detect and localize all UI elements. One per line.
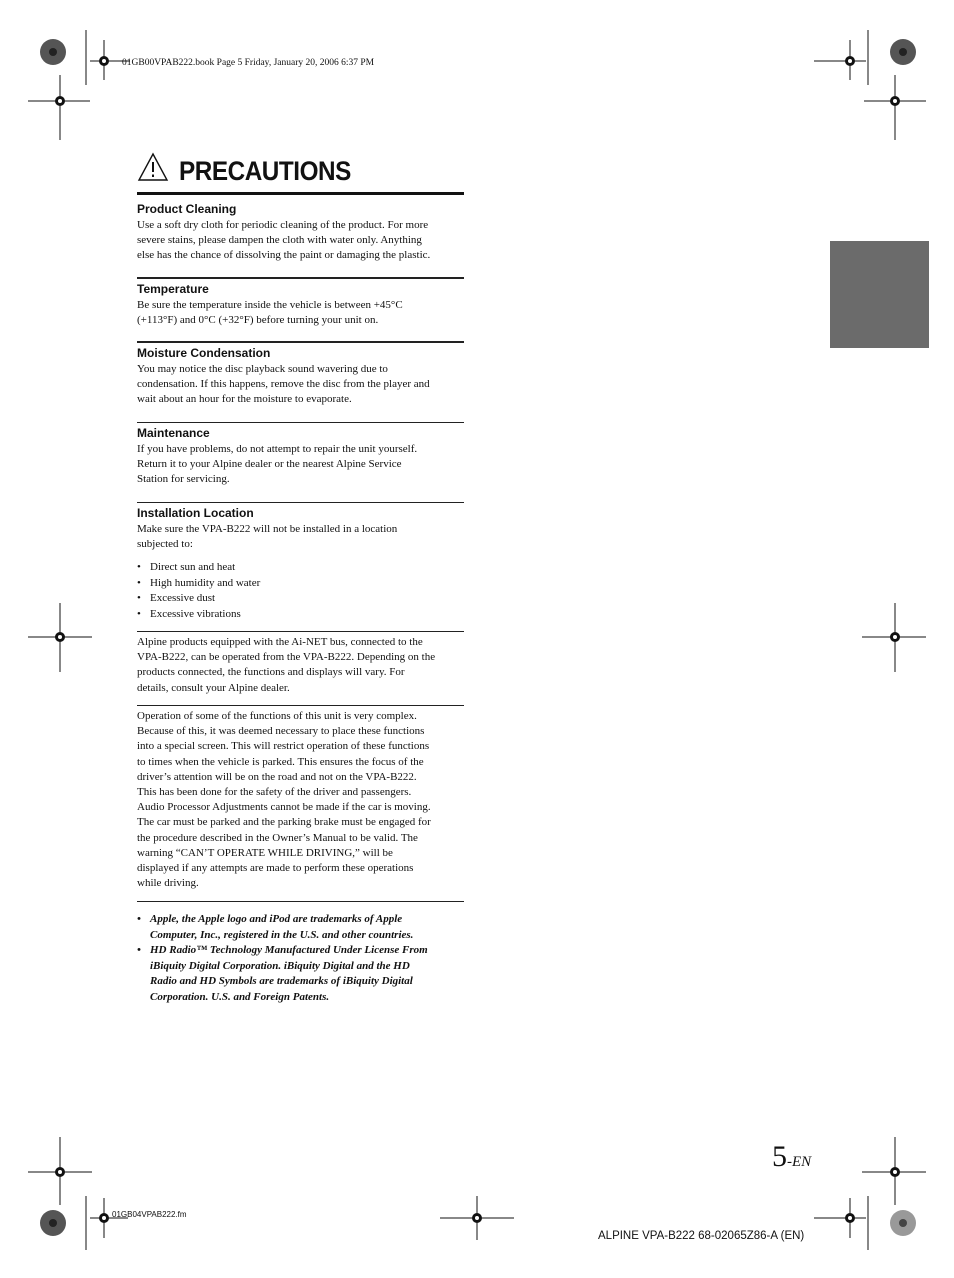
- trademark-line: iBiquity Digital Corporation. iBiquity Digital and the HD: [150, 959, 410, 972]
- body-line: Because of this, it was deemed necessary to place these functions: [137, 725, 425, 738]
- section-heading: Temperature: [137, 282, 209, 296]
- body-line: the procedure described in the Owner’s Manual to be valid. The: [137, 831, 418, 844]
- trademark-line: Radio and HD Symbols are trademarks of iBiquity Digital: [150, 975, 413, 987]
- body-line: If you have problems, do not attempt to repair the unit yourself.: [137, 443, 418, 455]
- book-header-note: 01GB00VPAB222.book Page 5 Friday, January 20, 2006 6:37 PM: [122, 58, 375, 68]
- list-item: • Direct sun and heat: [137, 560, 464, 576]
- page-number: [772, 1140, 811, 1174]
- trademark-list: [137, 912, 464, 1005]
- section-divider: [137, 631, 464, 632]
- body-line: wait about an hour for the moisture to evaporate.: [137, 393, 352, 406]
- body-line: details, consult your Alpine dealer.: [137, 681, 290, 694]
- body-line: Operation of some of the functions of this unit is very complex.: [137, 710, 417, 722]
- body-line: You may notice the disc playback sound wavering due to: [137, 363, 388, 375]
- section-divider: [137, 422, 464, 423]
- body-line: condensation. If this happens, remove the disc from the player and: [137, 378, 430, 391]
- trademark-line: HD Radio™ Technology Manufactured Under License From: [150, 944, 428, 956]
- list-item: [137, 943, 464, 1005]
- footer-model-code: ALPINE VPA-B222 68-02065Z86-A (EN): [598, 1230, 805, 1242]
- body-line: driver’s attention will be on the road and not on the VPA-B222.: [137, 770, 417, 783]
- trademark-notes: [137, 912, 464, 1005]
- list-item: • Excessive dust: [137, 591, 464, 607]
- body-line: VPA-B222, can be operated from the VPA-B222. Depending on the: [137, 651, 436, 664]
- body-line: Station for servicing.: [137, 473, 230, 486]
- page-title: PRECAUTIONS: [179, 156, 351, 186]
- body-line: products connected, the functions and displays will vary. For: [137, 666, 405, 679]
- trademark-line: Computer, Inc., registered in the U.S. and other countries.: [150, 928, 414, 941]
- section-heading: Moisture Condensation: [137, 346, 271, 360]
- section-divider: [137, 705, 464, 706]
- list-item: [137, 912, 464, 943]
- section-temperature: [137, 281, 464, 328]
- section-heading: Maintenance: [137, 426, 210, 440]
- body-line: to times when the vehicle is parked. This ensures the focus of the: [137, 755, 424, 768]
- operation-paragraph: [137, 709, 464, 891]
- body-line: into a special screen. This will restrict operation of these functions: [137, 740, 430, 753]
- page-title-block: [137, 152, 464, 195]
- body-line: The car must be parked and the parking brake must be engaged for: [137, 816, 431, 829]
- body-line: displayed if any attempts are made to perform these operations: [137, 862, 414, 875]
- section-heading: Product Cleaning: [137, 202, 237, 216]
- section-installation: [137, 505, 464, 622]
- page-number-value: 5: [772, 1140, 787, 1173]
- body-line: Return it to your Alpine dealer or the nearest Alpine Service: [137, 458, 402, 471]
- body-line: warning “CAN’T OPERATE WHILE DRIVING,” will be: [137, 846, 393, 859]
- section-divider: [137, 901, 464, 902]
- section-heading: Installation Location: [137, 506, 254, 520]
- body-line: Be sure the temperature inside the vehicle is between +45°C: [137, 299, 403, 311]
- body-line: (+113°F) and 0°C (+32°F) before turning your unit on.: [137, 314, 379, 327]
- section-divider: [137, 341, 464, 343]
- section-divider: [137, 277, 464, 279]
- body-line: while driving.: [137, 877, 199, 890]
- section-tab: [830, 241, 929, 348]
- body-line: Make sure the VPA-B222 will not be installed in a location: [137, 523, 398, 535]
- section-moisture: [137, 345, 464, 408]
- body-line: else has the chance of dissolving the paint or damaging the plastic.: [137, 249, 431, 262]
- body-line: Audio Processor Adjustments cannot be made if the car is moving.: [137, 801, 431, 814]
- page-number-suffix: -EN: [787, 1154, 812, 1170]
- body-line: This has been done for the safety of the driver and passengers.: [137, 786, 412, 799]
- list-item: • Excessive vibrations: [137, 607, 464, 623]
- ainet-paragraph: [137, 635, 464, 696]
- trademark-line: Corporation. U.S. and Foreign Patents.: [150, 990, 330, 1003]
- body-line: severe stains, please dampen the cloth with water only. Anything: [137, 234, 422, 247]
- body-line: subjected to:: [137, 538, 193, 551]
- body-line: Alpine products equipped with the Ai-NET bus, connected to the: [137, 636, 423, 648]
- section-divider: [137, 502, 464, 503]
- section-product-cleaning: [137, 201, 464, 264]
- list-item: • High humidity and water: [137, 576, 464, 592]
- trademark-line: Apple, the Apple logo and iPod are trademarks of Apple: [150, 913, 403, 925]
- footer-filename: 01GB04VPAB222.fm: [112, 1210, 187, 1219]
- body-line: Use a soft dry cloth for periodic cleaning of the product. For more: [137, 219, 429, 231]
- installation-bullet-list: [137, 560, 464, 622]
- section-maintenance: [137, 425, 464, 488]
- warning-icon: [137, 152, 169, 182]
